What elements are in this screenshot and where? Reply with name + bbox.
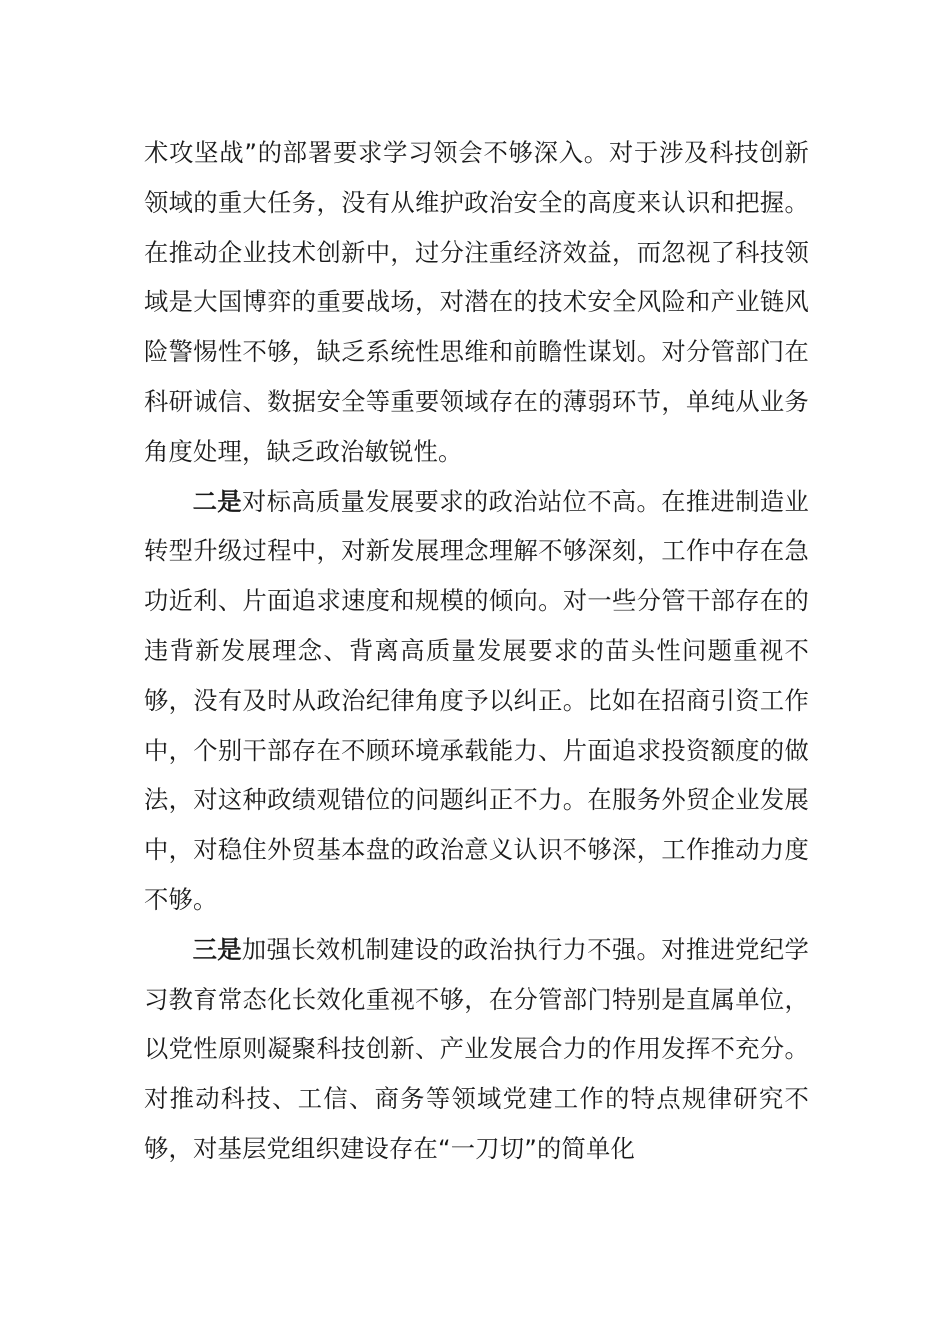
paragraph-2-text: 对标高质量发展要求的政治站位不高。在推进制造业转型升级过程中，对新发展理念理解不够深刻，工作中存在急功近利、片面追求速度和规模的倾向。对一些分管干部存在的违背新发展理念、背离高质量发展要求的苗头性问题重视不够，没有及时从政治纪律角度予以纠正。比如在招商引资工作中，个别干部存在不顾环境承载能力、片面追求投资额度的做法，对这种政绩观错位的问题纠正不力。在服务外贸企业发展中，对稳住外贸基本盘的政治意义认识不够深，工作推动力度不够。	[144, 486, 809, 914]
document-body	[144, 128, 809, 1174]
paragraph-3	[144, 925, 809, 1174]
paragraph-2-lead: 二是	[192, 486, 242, 516]
paragraph-3-text: 加强长效机制建设的政治执行力不强。对推进党纪学习教育常态化长效化重视不够，在分管部门特别是直属单位，以党性原则凝聚科技创新、产业发展合力的作用发挥不充分。对推动科技、工信、商务等领域党建工作的特点规律研究不够，对基层党组织建设存在“一刀切”的简单化	[144, 934, 809, 1163]
paragraph-1-text: 术攻坚战”的部署要求学习领会不够深入。对于涉及科技创新领域的重大任务，没有从维护政治安全的高度来认识和把握。在推动企业技术创新中，过分注重经济效益，而忽视了科技领域是大国博弈的重要战场，对潜在的技术安全风险和产业链风险警惕性不够，缺乏系统性思维和前瞻性谋划。对分管部门在科研诚信、数据安全等重要领域存在的薄弱环节，单纯从业务角度处理，缺乏政治敏锐性。	[144, 138, 809, 466]
paragraph-1	[144, 128, 809, 477]
paragraph-2	[144, 477, 809, 925]
paragraph-3-lead: 三是	[192, 934, 242, 964]
